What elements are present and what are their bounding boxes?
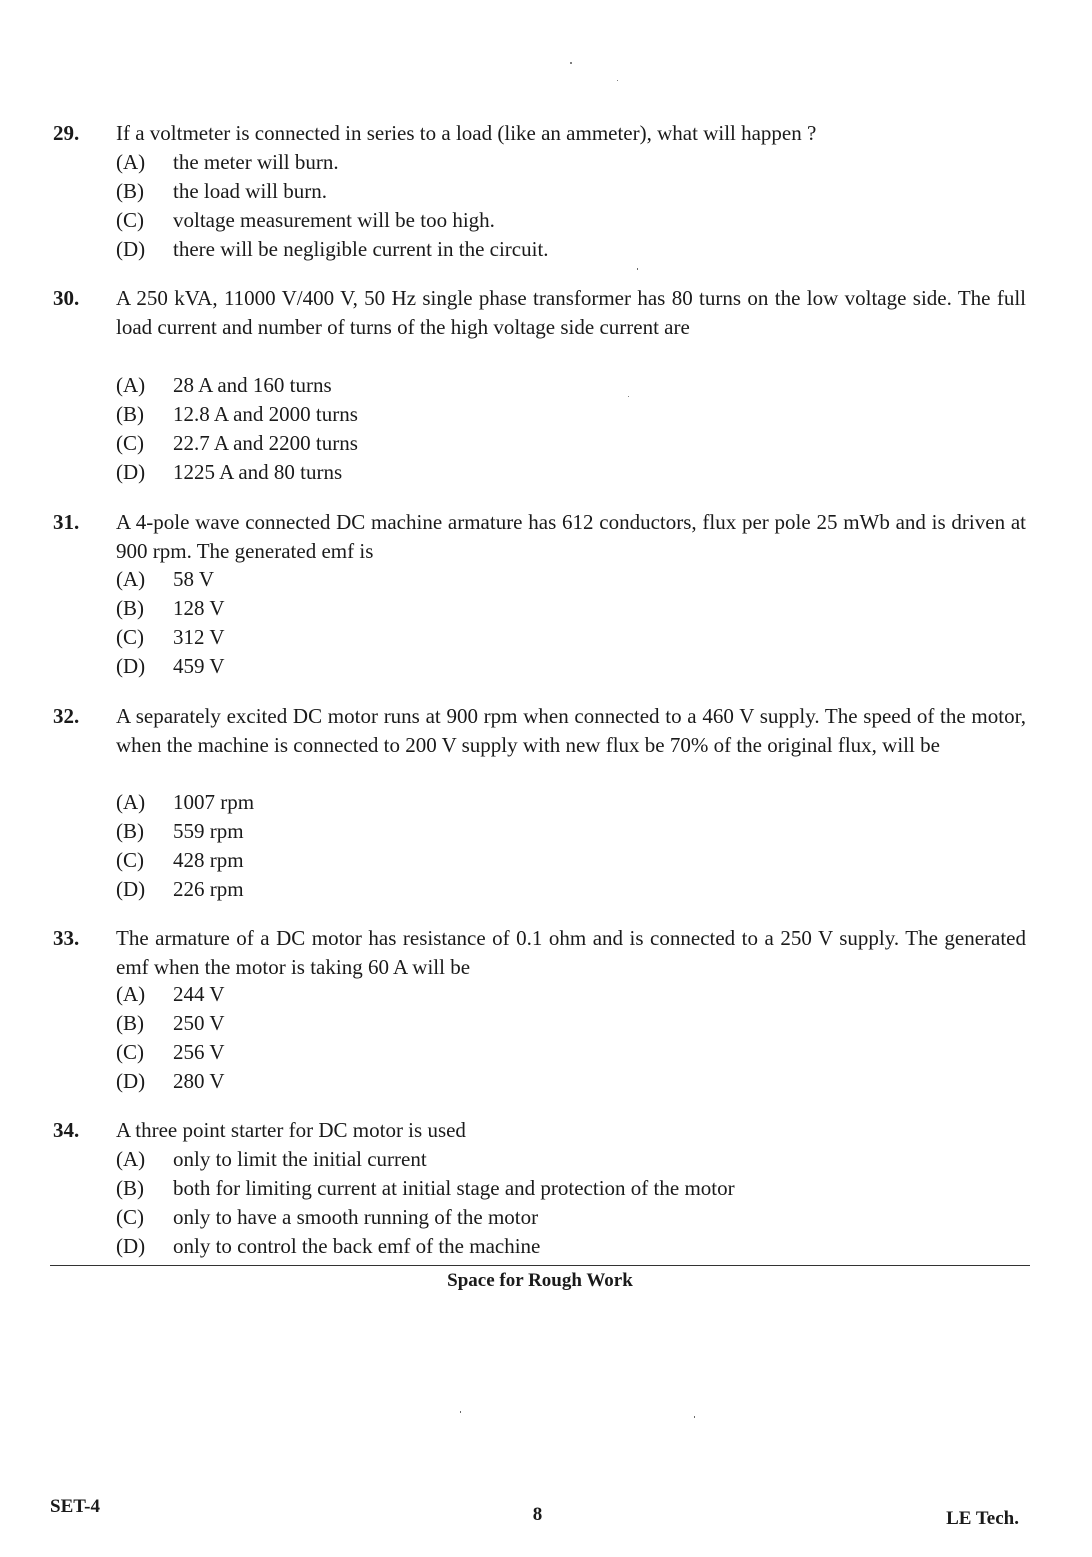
question-text: A 250 kVA, 11000 V/400 V, 50 Hz single phase transformer has 80 turns on the low voltage side. The full load current and number of turns of the high voltage side current are: [116, 286, 1026, 339]
option-text: 28 A and 160 turns: [173, 373, 332, 397]
footer-set-code: SET-4: [50, 1496, 100, 1517]
footer-course: LE Tech.: [946, 1508, 1019, 1529]
option-list: [116, 788, 1016, 904]
option-text: 559 rpm: [173, 819, 244, 843]
option-text: 256 V: [173, 1040, 225, 1064]
option-a: [116, 788, 1016, 817]
rough-work-label: Space for Rough Work: [447, 1270, 633, 1291]
option-list: [116, 371, 1016, 487]
option-text: voltage measurement will be too high.: [173, 208, 495, 232]
option-text: the meter will burn.: [173, 150, 339, 174]
option-d: [116, 1232, 1016, 1261]
scan-speck: [637, 268, 638, 270]
option-c: [116, 1038, 1016, 1067]
option-list: [116, 148, 1016, 264]
option-label: (C): [116, 625, 144, 649]
option-d: [116, 652, 1016, 681]
option-label: (A): [116, 567, 146, 591]
option-label: (D): [116, 654, 146, 678]
option-a: [116, 148, 1016, 177]
footer-page-number: 8: [532, 1504, 543, 1525]
option-label: (C): [116, 848, 144, 872]
option-text: 244 V: [173, 982, 225, 1006]
option-d: [116, 235, 1016, 264]
option-a: [116, 565, 1016, 594]
option-label: (C): [116, 431, 144, 455]
question-text: A separately excited DC motor runs at 900 rpm when connected to a 460 V supply. The speed of the motor, when the machine is connected to 200 V supply with new flux be 70% of the original flux, will be: [116, 704, 1026, 757]
option-c: [116, 429, 1016, 458]
question-number: 32.: [53, 704, 80, 728]
option-list: [116, 1145, 1016, 1261]
option-a: [116, 980, 1016, 1009]
option-label: (D): [116, 1234, 146, 1258]
option-b: [116, 177, 1016, 206]
scan-speck: [617, 80, 618, 81]
question-number: 33.: [53, 926, 80, 950]
option-c: [116, 206, 1016, 235]
option-text: only to have a smooth running of the motor: [173, 1205, 539, 1229]
option-d: [116, 1067, 1016, 1096]
option-label: (D): [116, 877, 146, 901]
question-number: 31.: [53, 510, 80, 534]
question-text: The armature of a DC motor has resistance of 0.1 ohm and is connected to a 250 V supply. The generated emf when the motor is taking 60 A will be: [116, 926, 1026, 979]
option-b: [116, 1009, 1016, 1038]
option-label: (D): [116, 237, 146, 261]
option-b: [116, 594, 1016, 623]
option-label: (C): [116, 1040, 144, 1064]
option-label: (A): [116, 1147, 146, 1171]
option-d: [116, 875, 1016, 904]
option-text: 226 rpm: [173, 877, 244, 901]
question-text: If a voltmeter is connected in series to a load (like an ammeter), what will happen ?: [116, 121, 817, 145]
scan-speck: [570, 62, 572, 64]
option-list: [116, 980, 1016, 1096]
option-label: (A): [116, 790, 146, 814]
option-label: (B): [116, 596, 144, 620]
question-text: A 4-pole wave connected DC machine armature has 612 conductors, flux per pole 25 mWb and is driven at 900 rpm. The generated emf is: [116, 510, 1026, 563]
option-label: (A): [116, 982, 146, 1006]
option-label: (A): [116, 373, 146, 397]
option-label: (B): [116, 179, 144, 203]
option-label: (D): [116, 460, 146, 484]
option-label: (B): [116, 1011, 144, 1035]
option-text: there will be negligible current in the circuit.: [173, 237, 549, 261]
scan-speck: [694, 1416, 695, 1418]
option-text: 312 V: [173, 625, 225, 649]
option-text: 128 V: [173, 596, 225, 620]
option-text: 280 V: [173, 1069, 225, 1093]
option-d: [116, 458, 1016, 487]
question-number: 30.: [53, 286, 80, 310]
option-label: (A): [116, 150, 146, 174]
option-c: [116, 846, 1016, 875]
option-label: (B): [116, 402, 144, 426]
option-text: 1007 rpm: [173, 790, 255, 814]
option-label: (D): [116, 1069, 146, 1093]
option-text: the load will burn.: [173, 179, 327, 203]
scan-speck: [628, 396, 629, 397]
option-text: 22.7 A and 2200 turns: [173, 431, 358, 455]
question-number: 29.: [53, 121, 80, 145]
rough-work-divider: [50, 1265, 1030, 1266]
scan-speck: [460, 1411, 461, 1413]
option-a: [116, 371, 1016, 400]
option-label: (B): [116, 1176, 144, 1200]
option-b: [116, 817, 1016, 846]
option-b: [116, 400, 1016, 429]
option-text: only to control the back emf of the machine: [173, 1234, 541, 1258]
option-a: [116, 1145, 1016, 1174]
option-label: (C): [116, 208, 144, 232]
option-c: [116, 623, 1016, 652]
question-text: A three point starter for DC motor is used: [116, 1118, 466, 1142]
option-label: (C): [116, 1205, 144, 1229]
option-text: only to limit the initial current: [173, 1147, 427, 1171]
option-text: 58 V: [173, 567, 215, 591]
question-number: 34.: [53, 1118, 80, 1142]
option-text: 250 V: [173, 1011, 225, 1035]
option-list: [116, 565, 1016, 681]
option-text: 459 V: [173, 654, 225, 678]
option-text: 1225 A and 80 turns: [173, 460, 343, 484]
option-text: 12.8 A and 2000 turns: [173, 402, 358, 426]
option-text: both for limiting current at initial stage and protection of the motor: [173, 1176, 735, 1200]
option-c: [116, 1203, 1016, 1232]
option-text: 428 rpm: [173, 848, 244, 872]
option-b: [116, 1174, 1016, 1203]
option-label: (B): [116, 819, 144, 843]
